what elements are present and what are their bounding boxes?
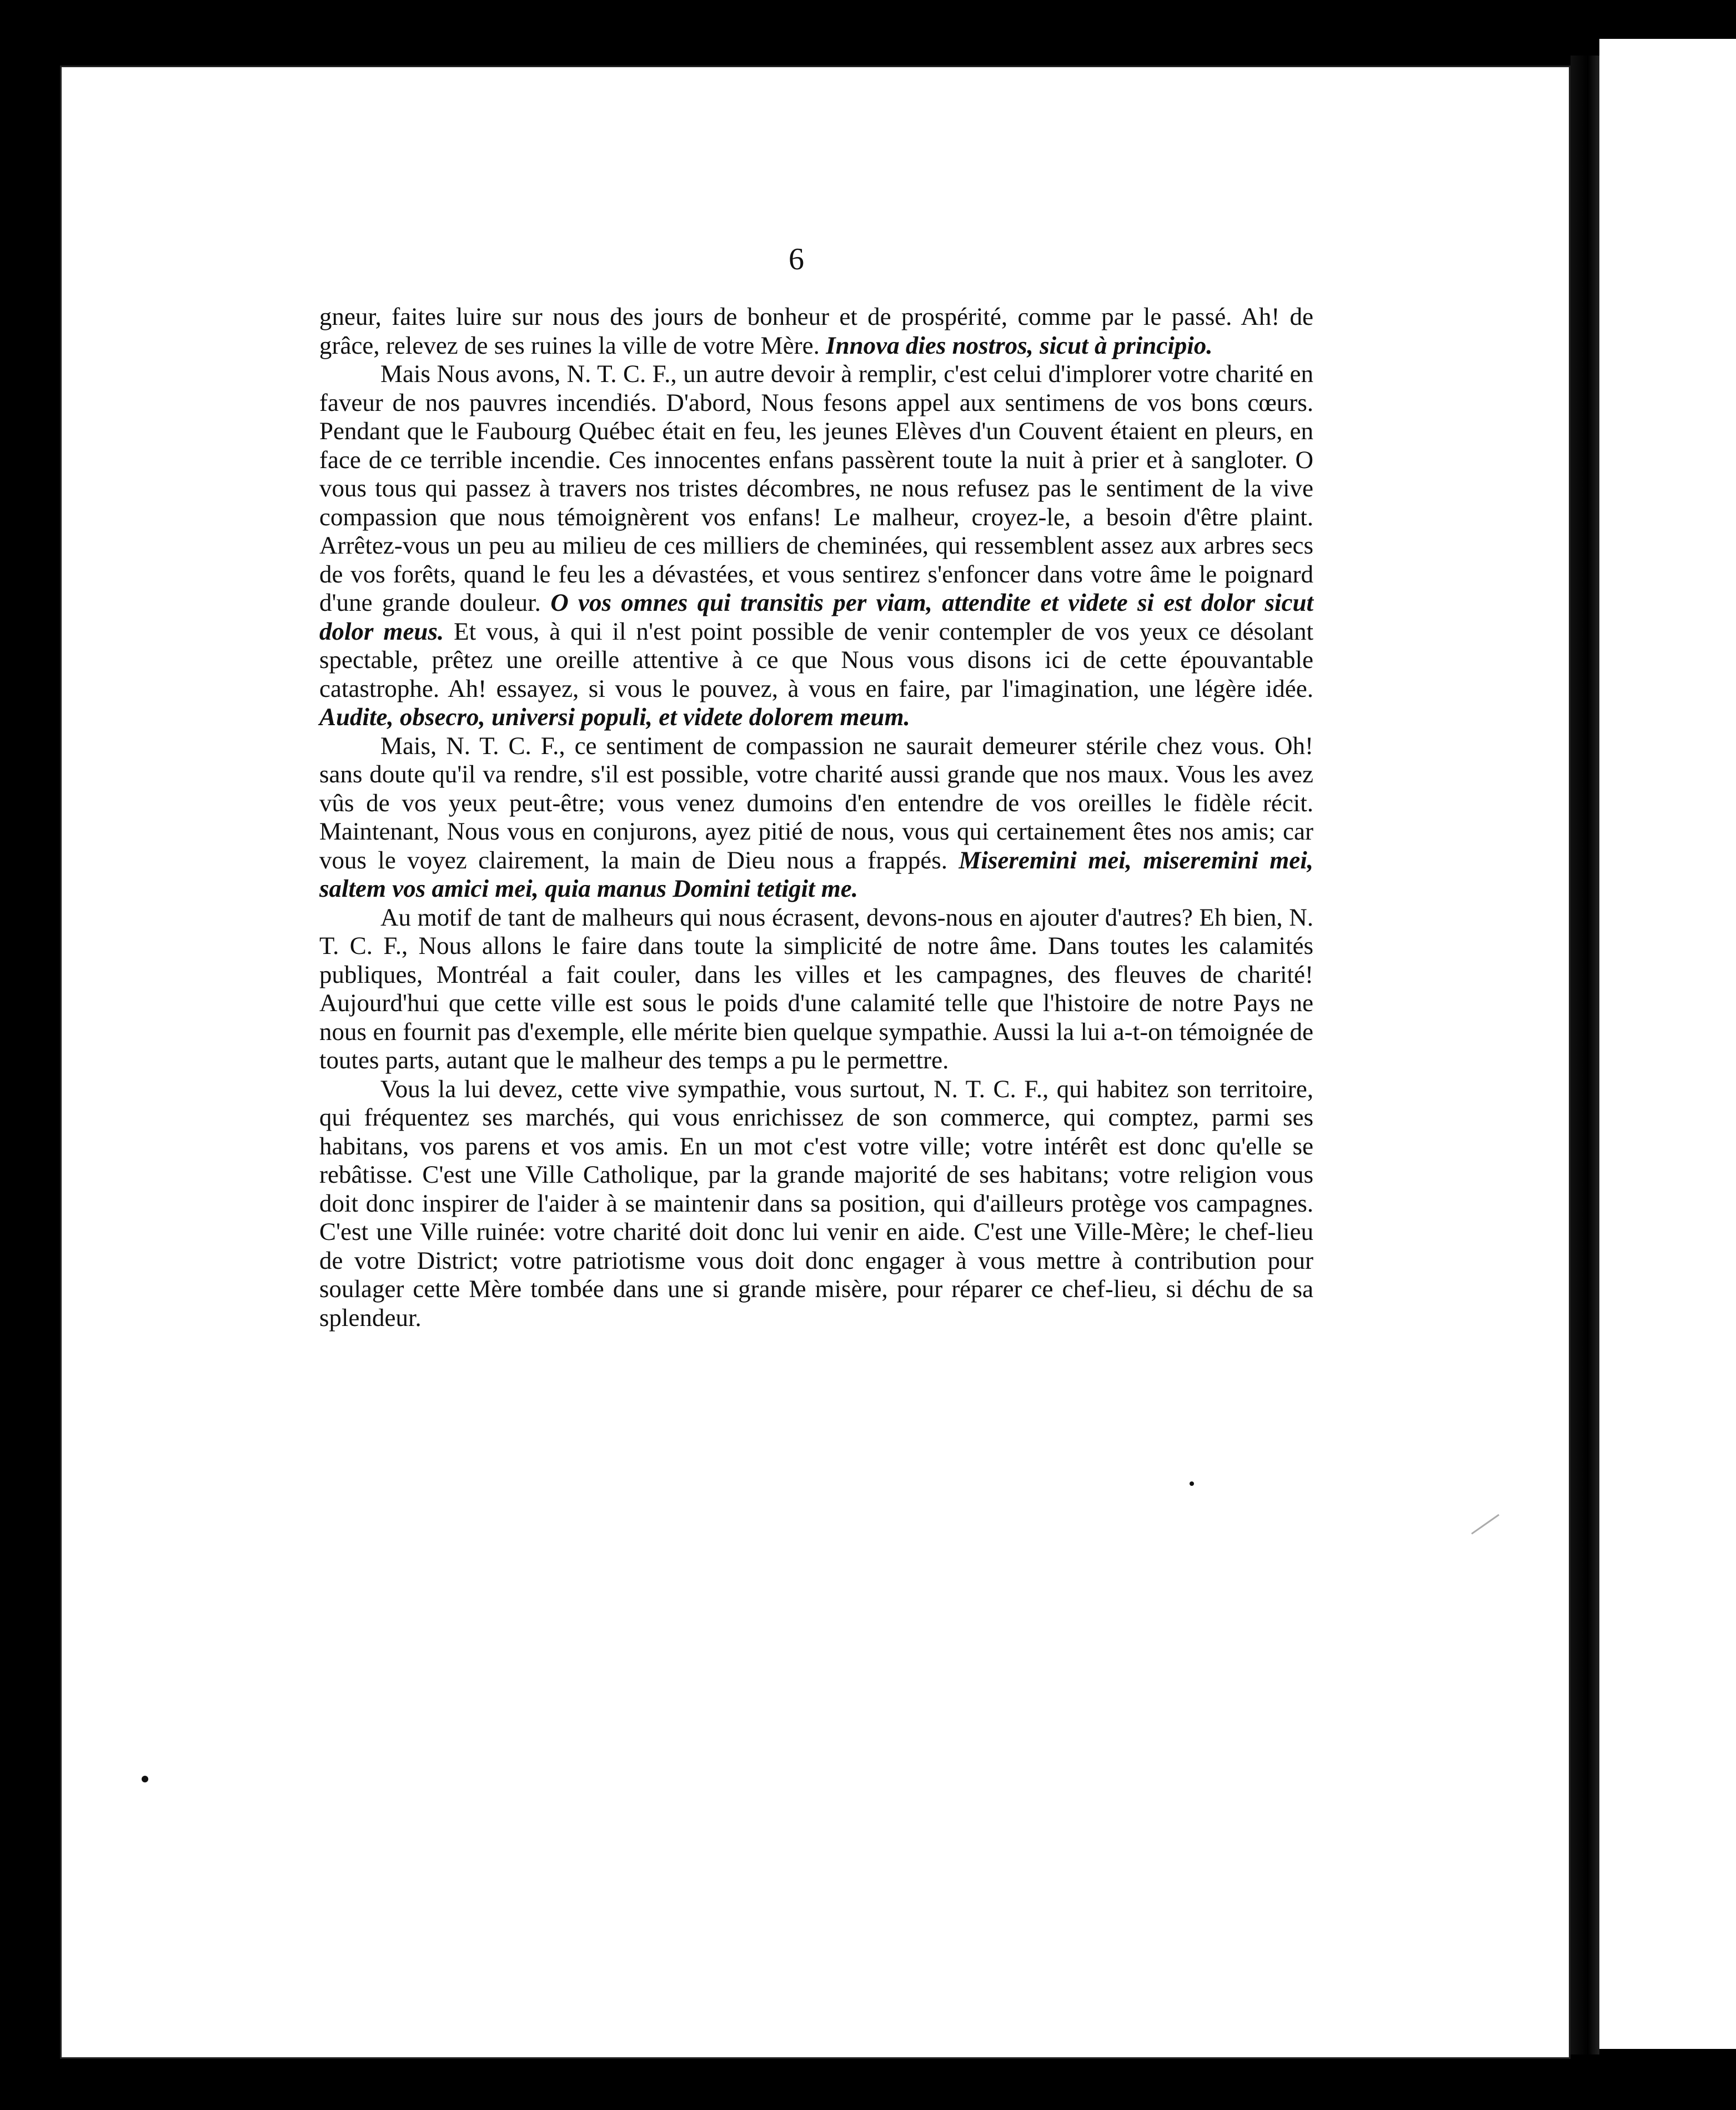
paragraph-3-latin-quote: Miseremini mei, miseremini mei, saltem vos amici mei, quia manus Domini tetigit me. (319, 846, 1313, 902)
paragraph-2 (319, 360, 1313, 732)
paragraph-5 (319, 1075, 1313, 1333)
paragraph-2-latin-quote-2: Audite, obsecro, universi populi, et videte dolorem meum. (319, 703, 910, 731)
page-gutter (1571, 56, 1599, 2054)
paragraph-3 (319, 732, 1313, 903)
adjacent-page-edge (1599, 39, 1736, 2049)
paragraph-2-text: Mais Nous avons, N. T. C. F., un autre devoir à remplir, c'est celui d'implorer votre charité en faveur de nos pauvres incendiés. D'abord, Nous fesons appel aux sentimens de vos bons cœurs. Pendant que le Faubourg Québec était en feu, les jeunes Elèves d'un Couvent étaient en pleurs, en face de ce terrible incendie. Ces innocentes enfans passèrent toute la nuit à prier et à sangloter. O vous tous qui passez à travers nos tristes décombres, ne nous refusez pas le sentiment de la vive compassion que nous témoignèrent vos enfans! Le malheur, croyez-le, a besoin d'être plaint. Arrêtez-vous un peu au milieu de ces milliers de cheminées, qui ressemblent assez aux arbres secs de vos forêts, quand le feu les a dévastées, et vous sentirez s'enfoncer dans votre âme le poignard d'une grande douleur. (319, 360, 1313, 616)
paragraph-1 (319, 303, 1313, 360)
paragraph-2-text-continued: Et vous, à qui il n'est point possible de venir contempler de vos yeux ce désolant spectable, prêtez une oreille attentive à ce que Nous vous disons ici de cette épouvantable catastrophe. Ah! essayez, si vous le pouvez, à vous en faire, par l'imagination, une légère idée. (319, 617, 1313, 702)
ink-speck (1190, 1481, 1194, 1486)
paragraph-5-text: Vous la lui devez, cette vive sympathie, vous surtout, N. T. C. F., qui habitez son territoire, qui fréquentez ses marchés, qui vous enrichissez de son commerce, qui comptez, parmi ses habitans, vos parens et vos amis. En un mot c'est votre ville; votre intérêt est donc qu'elle se rebâtisse. C'est une Ville Catholique, par la grande majorité de ses habitans; votre religion vous doit donc inspirer de l'aider à se maintenir dans sa position, qui d'ailleurs protège vos campagnes. C'est une Ville ruinée: votre charité doit donc lui venir en aide. C'est une Ville-Mère; le chef-lieu de votre District; votre patriotisme vous doit donc engager à vous mettre à contribution pour soulager cette Mère tombée dans une si grande misère, pour réparer ce chef-lieu, si déchu de sa splendeur. (319, 1074, 1313, 1332)
paragraph-4 (319, 903, 1313, 1075)
paragraph-4-text: Au motif de tant de malheurs qui nous écrasent, devons-nous en ajouter d'autres? Eh bien, N. T. C. F., Nous allons le faire dans toute la simplicité de notre âme. Dans toutes les calamités publiques, Montréal a fait couler, dans les villes et les campagnes, des fleuves de charité! Aujourd'hui que cette ville est sous le poids d'une calamité telle que l'histoire de notre Pays ne nous en fournit pas d'exemple, elle mérite bien quelque sympathie. Aussi la lui a-t-on témoignée de toutes parts, autant que le malheur des temps a pu le permettre. (319, 903, 1313, 1074)
ink-speck (142, 1776, 148, 1782)
paragraph-1-text: gneur, faites luire sur nous des jours de bonheur et de prospérité, comme par le passé. Ah! de grâce, relevez de ses ruines la ville de votre Mère. (319, 303, 1313, 359)
paragraph-2-latin-quote: O vos omnes qui transitis per viam, attendite et videte si est dolor sicut dolor meus. (319, 589, 1313, 645)
paragraph-1-latin-quote: Innova dies nostros, sicut à principio. (826, 331, 1213, 359)
paragraph-3-text: Mais, N. T. C. F., ce sentiment de compassion ne saurait demeurer stérile chez vous. Oh! sans doute qu'il va rendre, s'il est possible, votre charité aussi grande que nos maux. Vous les avez vûs de vos yeux peut-être; vous venez dumoins d'en entendre de vos oreilles le fidèle récit. Maintenant, Nous vous en conjurons, ayez pitié de nous, vous qui certainement êtes nos amis; car vous le voyez clairement, la main de Dieu nous a frappés. (319, 731, 1313, 874)
page-number: 6 (789, 242, 804, 277)
body-text (319, 303, 1313, 1332)
